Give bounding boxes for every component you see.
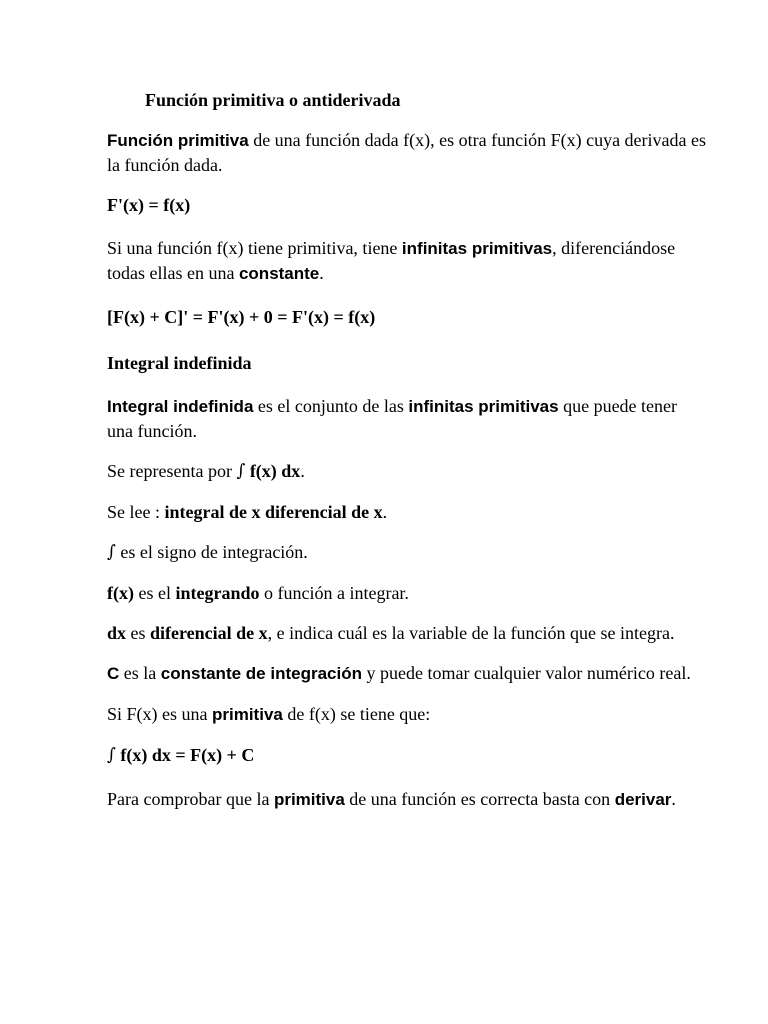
constant-formula: [F(x) + C]' = F'(x) + 0 = F'(x) = f(x) [107, 307, 376, 327]
infinite-text-2: , diferenciándose todas ellas en una [107, 238, 676, 283]
c-bold-2: constante de integración [160, 664, 362, 683]
representation-line [107, 459, 707, 484]
c-text-1: es la [119, 663, 161, 683]
reading-bold: integral de x diferencial de x [164, 502, 383, 522]
integrand-line [107, 581, 707, 605]
definition-term: Función primitiva [107, 131, 249, 150]
integral-symbol: ∫ [236, 461, 246, 481]
infinite-bold-1: infinitas primitivas [401, 239, 553, 258]
integrand-bold-1: f(x) [107, 583, 134, 603]
integral-symbol: ∫ [107, 542, 116, 562]
infinite-text-3: . [319, 263, 324, 283]
sign-line [107, 540, 707, 565]
check-paragraph [107, 787, 707, 812]
c-bold-1: C [107, 664, 120, 683]
reading-line [107, 500, 707, 524]
integral-formula [107, 743, 707, 768]
infinite-bold-2: constante [238, 264, 320, 283]
dx-paragraph [107, 621, 707, 645]
primitive-line [107, 702, 707, 727]
integrand-text-2: o función a integrar. [259, 583, 409, 603]
definition-paragraph [107, 128, 707, 177]
primitive-bold: primitiva [212, 705, 283, 724]
integral-symbol: ∫ [107, 745, 116, 765]
primitive-text-1: Si F(x) es una [107, 704, 212, 724]
dx-text-1: es [126, 623, 151, 643]
primitive-text-2: de f(x) se tiene que: [282, 704, 431, 724]
document-body [107, 88, 707, 828]
dx-bold-2: diferencial de x [150, 623, 268, 643]
integrand-bold-2: integrando [175, 583, 260, 603]
check-bold-2: derivar [614, 790, 672, 809]
derivative-formula: F'(x) = f(x) [107, 195, 191, 215]
check-text-1: Para comprobar que la [107, 789, 274, 809]
indefinite-definition-paragraph [107, 394, 707, 443]
representation-bold: f(x) dx [245, 461, 301, 481]
indefinite-text-1: es el conjunto de las [253, 396, 409, 416]
section-heading: Integral indefinida [107, 353, 252, 373]
dx-bold-1: dx [107, 623, 127, 643]
indefinite-text-2: que puede tener una función. [107, 396, 678, 441]
indefinite-bold-2: infinitas primitivas [408, 397, 559, 416]
c-text-2: y puede tomar cualquier valor numérico real. [361, 663, 691, 683]
infinite-text-1: Si una función f(x) tiene primitiva, tiene [107, 238, 402, 258]
integral-formula-text: f(x) dx = F(x) + C [115, 745, 255, 765]
definition-text: de una función dada f(x), es otra función F(x) cuya derivada es la función dada. [107, 130, 707, 175]
check-bold-1: primitiva [273, 790, 345, 809]
check-text-3: . [671, 789, 676, 809]
check-text-2: de una función es correcta basta con [344, 789, 615, 809]
integrand-text-1: es el [133, 583, 176, 603]
page-title: Función primitiva o antiderivada [145, 90, 401, 110]
indefinite-bold-1: Integral indefinida [107, 397, 254, 416]
c-paragraph [107, 661, 707, 686]
representation-text: Se representa por [107, 461, 237, 481]
representation-end: . [300, 461, 305, 481]
dx-text-2: , e indica cuál es la variable de la función que se integra. [267, 623, 675, 643]
infinite-primitives-paragraph [107, 236, 707, 286]
reading-text: Se lee : [107, 502, 165, 522]
sign-text: es el signo de integración. [115, 542, 308, 562]
reading-end: . [382, 502, 388, 522]
